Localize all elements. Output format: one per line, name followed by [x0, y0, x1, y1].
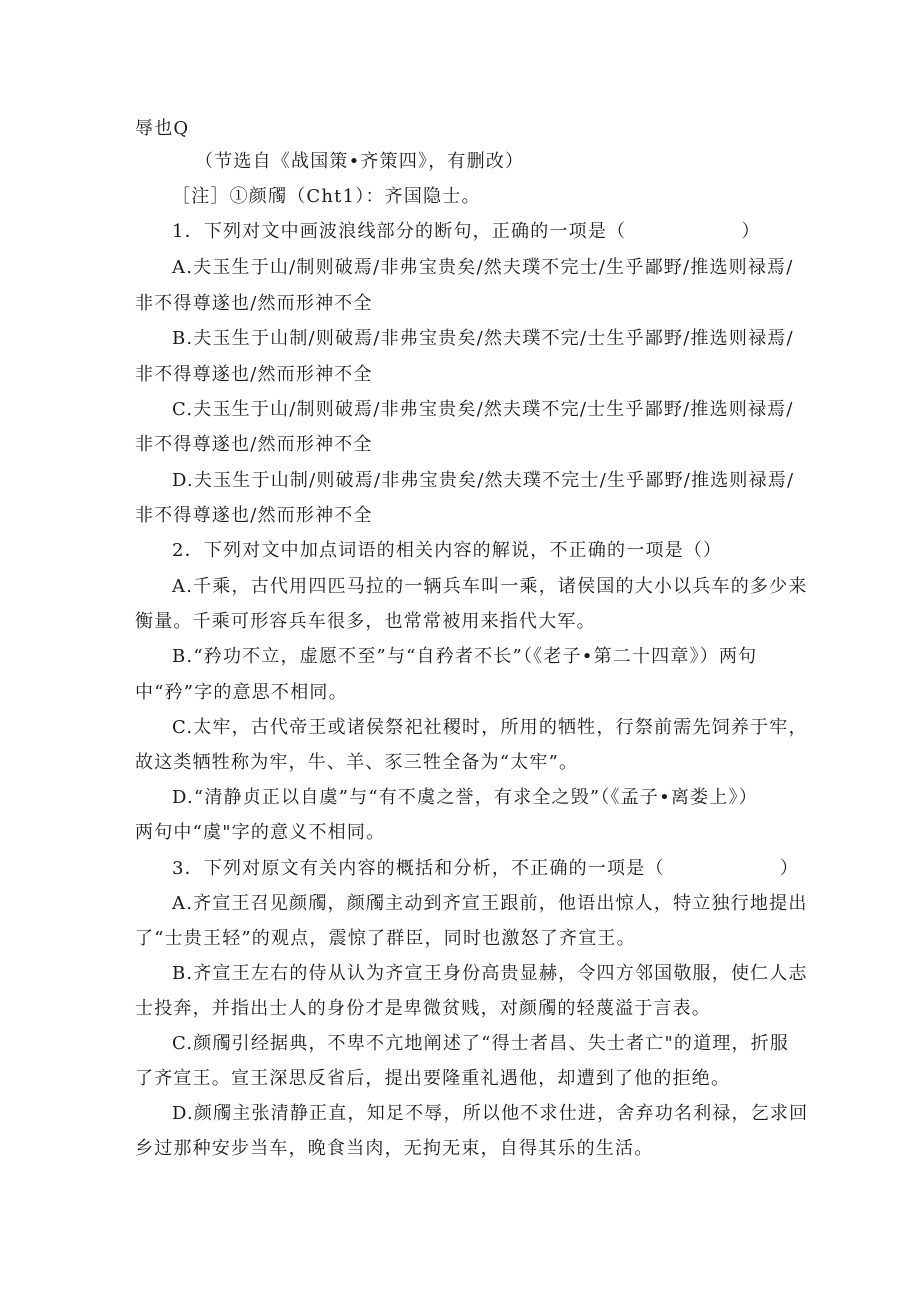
passage-source: （节选自《战国策•齐策四》，有删改） — [195, 151, 525, 172]
q3-option-a-cont: 了“士贵王轻”的观点，震惊了群臣，同时也激怒了齐宣王。 — [135, 928, 636, 949]
q1-option-d-cont: 非不得尊遂也/然而形神不全 — [135, 505, 373, 526]
q1-option-c: C.夫玉生于山/制则破焉/非弗宝贵矣/然夫璞不完/士生乎鄙野/推选则禄焉/ — [172, 399, 794, 420]
q1-option-a: A.夫玉生于山/制则破焉/非弗宝贵矣/然夫璞不完士/生乎鄙野/推选则禄焉/ — [172, 257, 794, 278]
q1-option-c-cont: 非不得尊遂也/然而形神不全 — [135, 434, 373, 455]
q2-option-a: A.千乘，古代用四匹马拉的一辆兵车叫一乘，诸侯国的大小以兵车的多少来 — [172, 576, 808, 597]
q2-option-b-cont: 中“矜”字的意思不相同。 — [135, 682, 348, 703]
q1-option-b-cont: 非不得尊遂也/然而形神不全 — [135, 364, 373, 385]
passage-tail: 辱也Q — [135, 118, 190, 139]
q2-option-d: D.“清静贞正以自虞”与“有不虞之誉，有求全之毁”（《孟子•离娄上》） — [172, 787, 758, 808]
q2-option-d-cont: 两句中“虞"字的意义不相同。 — [135, 822, 386, 843]
q3-option-d: D.颜斶主张清静正直，知足不辱，所以他不求仕进，舍弃功名利禄，乞求回 — [172, 1103, 809, 1124]
q2-option-c: C.太牢，古代帝王或诸侯祭祀社稷时，所用的牺牲，行祭前需先饲养于牢， — [172, 717, 808, 738]
q2-option-a-cont: 衡量。千乘可形容兵车很多，也常常被用来指代大军。 — [135, 611, 596, 632]
q1-option-b: B.夫玉生于山制/则破焉/非弗宝贵矣/然夫璞不完/士生乎鄙野/推选则禄焉/ — [172, 328, 794, 349]
q3-option-d-cont: 乡过那种安步当车，晚食当肉，无拘无束，自得其乐的生活。 — [135, 1138, 654, 1159]
question-2-stem: 2．下列对文中加点词语的相关内容的解说，不正确的一项是（） — [172, 540, 723, 561]
q1-option-a-cont: 非不得尊遂也/然而形神不全 — [135, 293, 373, 314]
q1-option-d: D.夫玉生于山制/则破焉/非弗宝贵矣/然夫璞不完士/生乎鄙野/推选则禄焉/ — [172, 470, 795, 491]
question-3-stem: 3．下列对原文有关内容的概括和分析，不正确的一项是（ ） — [172, 858, 800, 879]
q3-option-b: B.齐宣王左右的侍从认为齐宣王身份高贵显赫，令四方邻国敬服，使仁人志 — [172, 963, 808, 984]
q3-option-c-cont: 了齐宣王。宣王深思反省后，提出要隆重礼遇他，却遭到了他的拒绝。 — [135, 1068, 731, 1089]
q2-option-c-cont: 故这类牺牲称为牢，牛、羊、豕三牲全备为“太牢”。 — [135, 752, 579, 773]
q3-option-c: C.颜斶引经据典，不卑不亢地阐述了“得士者昌、失士者亡"的道理，折服 — [172, 1033, 790, 1054]
q3-option-b-cont: 士投奔，并指出士人的身份才是卑微贫贱，对颜斶的轻蔑溢于言表。 — [135, 998, 711, 1019]
passage-note: ［注］①颜斶（Cht1）：齐国隐士。 — [172, 186, 481, 207]
q3-option-a: A.齐宣王召见颜斶，颜斶主动到齐宣王跟前，他语出惊人，特立独行地提出 — [172, 893, 808, 914]
question-1-stem: 1．下列对文中画波浪线部分的断句，正确的一项是（ ） — [172, 221, 761, 242]
q2-option-b: B.“矜功不立，虚愿不至”与“自矜者不长”（《老子•第二十四章》）两句 — [172, 646, 758, 667]
